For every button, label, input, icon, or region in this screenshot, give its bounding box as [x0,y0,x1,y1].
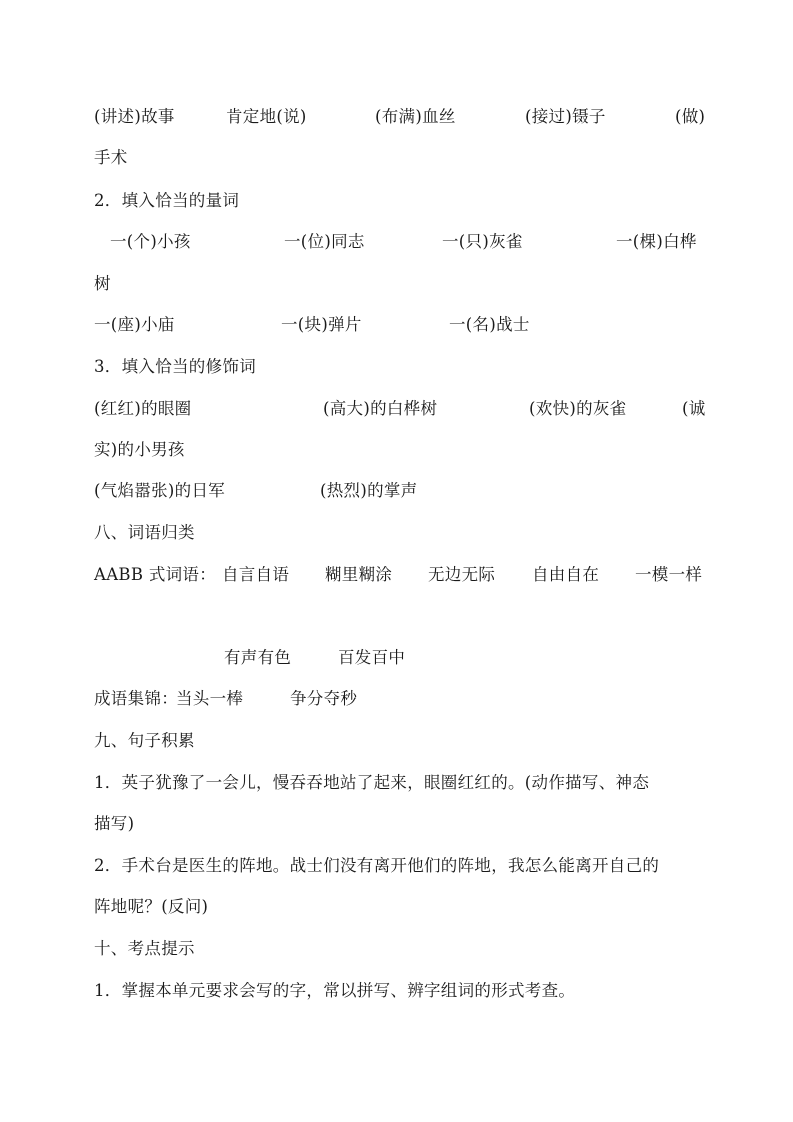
sentence-line: 阵地呢？(反问) [94,897,209,916]
text-line: 树 [94,274,111,293]
question-title: 3．填入恰当的修饰词 [94,357,256,376]
phrase-item: 一(个)小孩 [110,232,191,251]
phrase-item: 争分夺秒 [290,689,358,708]
phrase-item: (高大)的白桦树 [323,399,438,418]
phrase-item: 有声有色 [224,648,292,667]
section-heading: 八、词语归类 [94,523,195,542]
phrase-item: 糊里糊涂 [325,565,393,584]
sentence-line: 描写) [94,814,135,833]
phrase-item: (接过)镊子 [525,107,606,126]
phrase-item: 一(只)灰雀 [442,232,523,251]
phrase-item: 一(块)弹片 [281,315,362,334]
phrase-item: (布满)血丝 [375,107,456,126]
phrase-item: 一(座)小庙 [94,315,175,334]
phrase-item: (诚 [682,399,706,418]
phrase-item: 肯定地(说) [226,107,307,126]
phrase-item: 一(名)战士 [449,315,530,334]
question-title: 2．填入恰当的量词 [94,191,240,210]
aabb-label: AABB 式词语： [94,565,217,584]
idiom-label: 成语集锦： [94,689,178,708]
sentence-line: 1．英子犹豫了一会儿，慢吞吞地站了起来，眼圈红红的。(动作描写、神态 [94,773,650,792]
phrase-item: (热烈)的掌声 [320,481,418,500]
phrase-item: (欢快)的灰雀 [529,399,627,418]
text-line: 实)的小男孩 [94,440,185,459]
phrase-item: 无边无际 [428,565,496,584]
phrase-item: 百发百中 [338,648,406,667]
tip-line: 1．掌握本单元要求会写的字，常以拼写、辨字组词的形式考查。 [94,981,576,1000]
phrase-item: 一(棵)白桦 [616,232,697,251]
sentence-line: 2．手术台是医生的阵地。战士们没有离开他们的阵地，我怎么能离开自己的 [94,856,660,875]
phrase-item: (红红)的眼圈 [94,399,192,418]
phrase-item: 自言自语 [222,565,290,584]
phrase-item: 自由自在 [532,565,600,584]
section-heading: 九、句子积累 [94,731,195,750]
text-line: 手术 [94,148,128,167]
section-heading: 十、考点提示 [94,939,195,958]
phrase-item: 一(位)同志 [284,232,365,251]
phrase-item: (做) [675,107,706,126]
phrase-item: 一模一样 [635,565,703,584]
phrase-item: 当头一棒 [176,689,244,708]
phrase-item: (气焰嚣张)的日军 [94,481,226,500]
phrase-item: (讲述)故事 [94,107,175,126]
